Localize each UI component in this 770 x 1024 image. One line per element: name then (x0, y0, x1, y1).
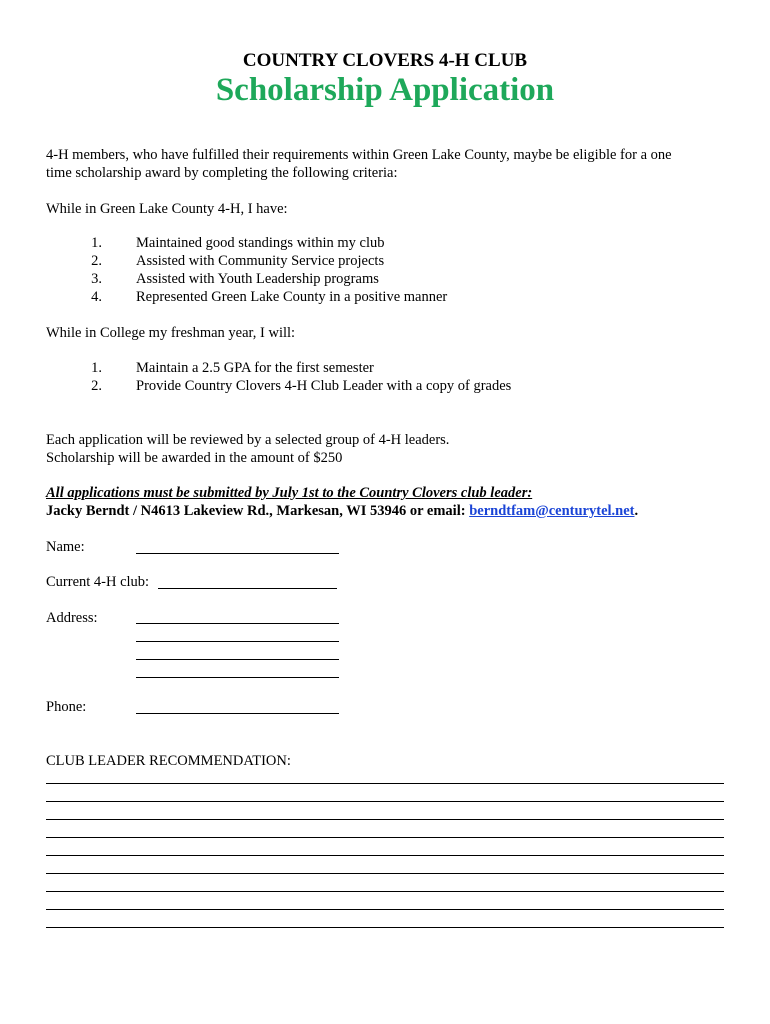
address-field-line-2[interactable] (136, 641, 339, 642)
club-field[interactable] (158, 588, 337, 589)
email-link[interactable]: berndtfam@centurytel.net (469, 503, 635, 519)
address-label: Address: (46, 610, 98, 626)
recommendation-line-2[interactable] (46, 801, 724, 802)
phone-label: Phone: (46, 699, 87, 715)
list-number: 4. (91, 289, 102, 305)
page-title: Scholarship Application (215, 72, 555, 108)
list-number: 3. (91, 271, 102, 287)
name-field[interactable] (136, 553, 339, 554)
intro-line-2: time scholarship award by completing the following criteria: (46, 165, 398, 181)
list-number: 2. (91, 378, 102, 394)
submission-deadline: All applications must be submitted by July 1st to the Country Clovers club leader: (46, 485, 533, 501)
recommendation-line-4[interactable] (46, 837, 724, 838)
address-field-line-1[interactable] (136, 623, 339, 624)
review-line-2: Scholarship will be awarded in the amount of $250 (46, 450, 343, 466)
list-item: Maintain a 2.5 GPA for the first semester (136, 360, 374, 376)
address-field-line-4[interactable] (136, 677, 339, 678)
recommendation-line-7[interactable] (46, 891, 724, 892)
phone-field[interactable] (136, 713, 339, 714)
recommendation-line-8[interactable] (46, 909, 724, 910)
in-4h-lead: While in Green Lake County 4-H, I have: (46, 201, 288, 217)
recommendation-line-9[interactable] (46, 927, 724, 928)
club-label: Current 4-H club: (46, 574, 150, 590)
recommendation-line-1[interactable] (46, 783, 724, 784)
intro-line-1: 4-H members, who have fulfilled their requirements within Green Lake County, maybe be eligible for a one (46, 147, 672, 163)
contact-line (46, 503, 638, 520)
review-line-1: Each application will be reviewed by a selected group of 4-H leaders. (46, 432, 450, 448)
list-item: Provide Country Clovers 4-H Club Leader with a copy of grades (136, 378, 512, 394)
list-number: 1. (91, 360, 102, 376)
contact-address: Jacky Berndt / N4613 Lakeview Rd., Markesan, WI 53946 or email: (46, 503, 470, 519)
recommendation-label: CLUB LEADER RECOMMENDATION: (46, 753, 291, 769)
list-number: 1. (91, 235, 102, 251)
list-item: Represented Green Lake County in a positive manner (136, 289, 448, 305)
address-field-line-3[interactable] (136, 659, 339, 660)
recommendation-line-5[interactable] (46, 855, 724, 856)
recommendation-line-3[interactable] (46, 819, 724, 820)
list-item: Assisted with Youth Leadership programs (136, 271, 379, 287)
list-item: Maintained good standings within my club (136, 235, 385, 251)
in-college-lead: While in College my freshman year, I will: (46, 325, 296, 341)
club-title: COUNTRY CLOVERS 4-H CLUB (242, 50, 528, 71)
recommendation-line-6[interactable] (46, 873, 724, 874)
name-label: Name: (46, 539, 85, 555)
list-number: 2. (91, 253, 102, 269)
contact-suffix: . (634, 503, 639, 519)
list-item: Assisted with Community Service projects (136, 253, 385, 269)
